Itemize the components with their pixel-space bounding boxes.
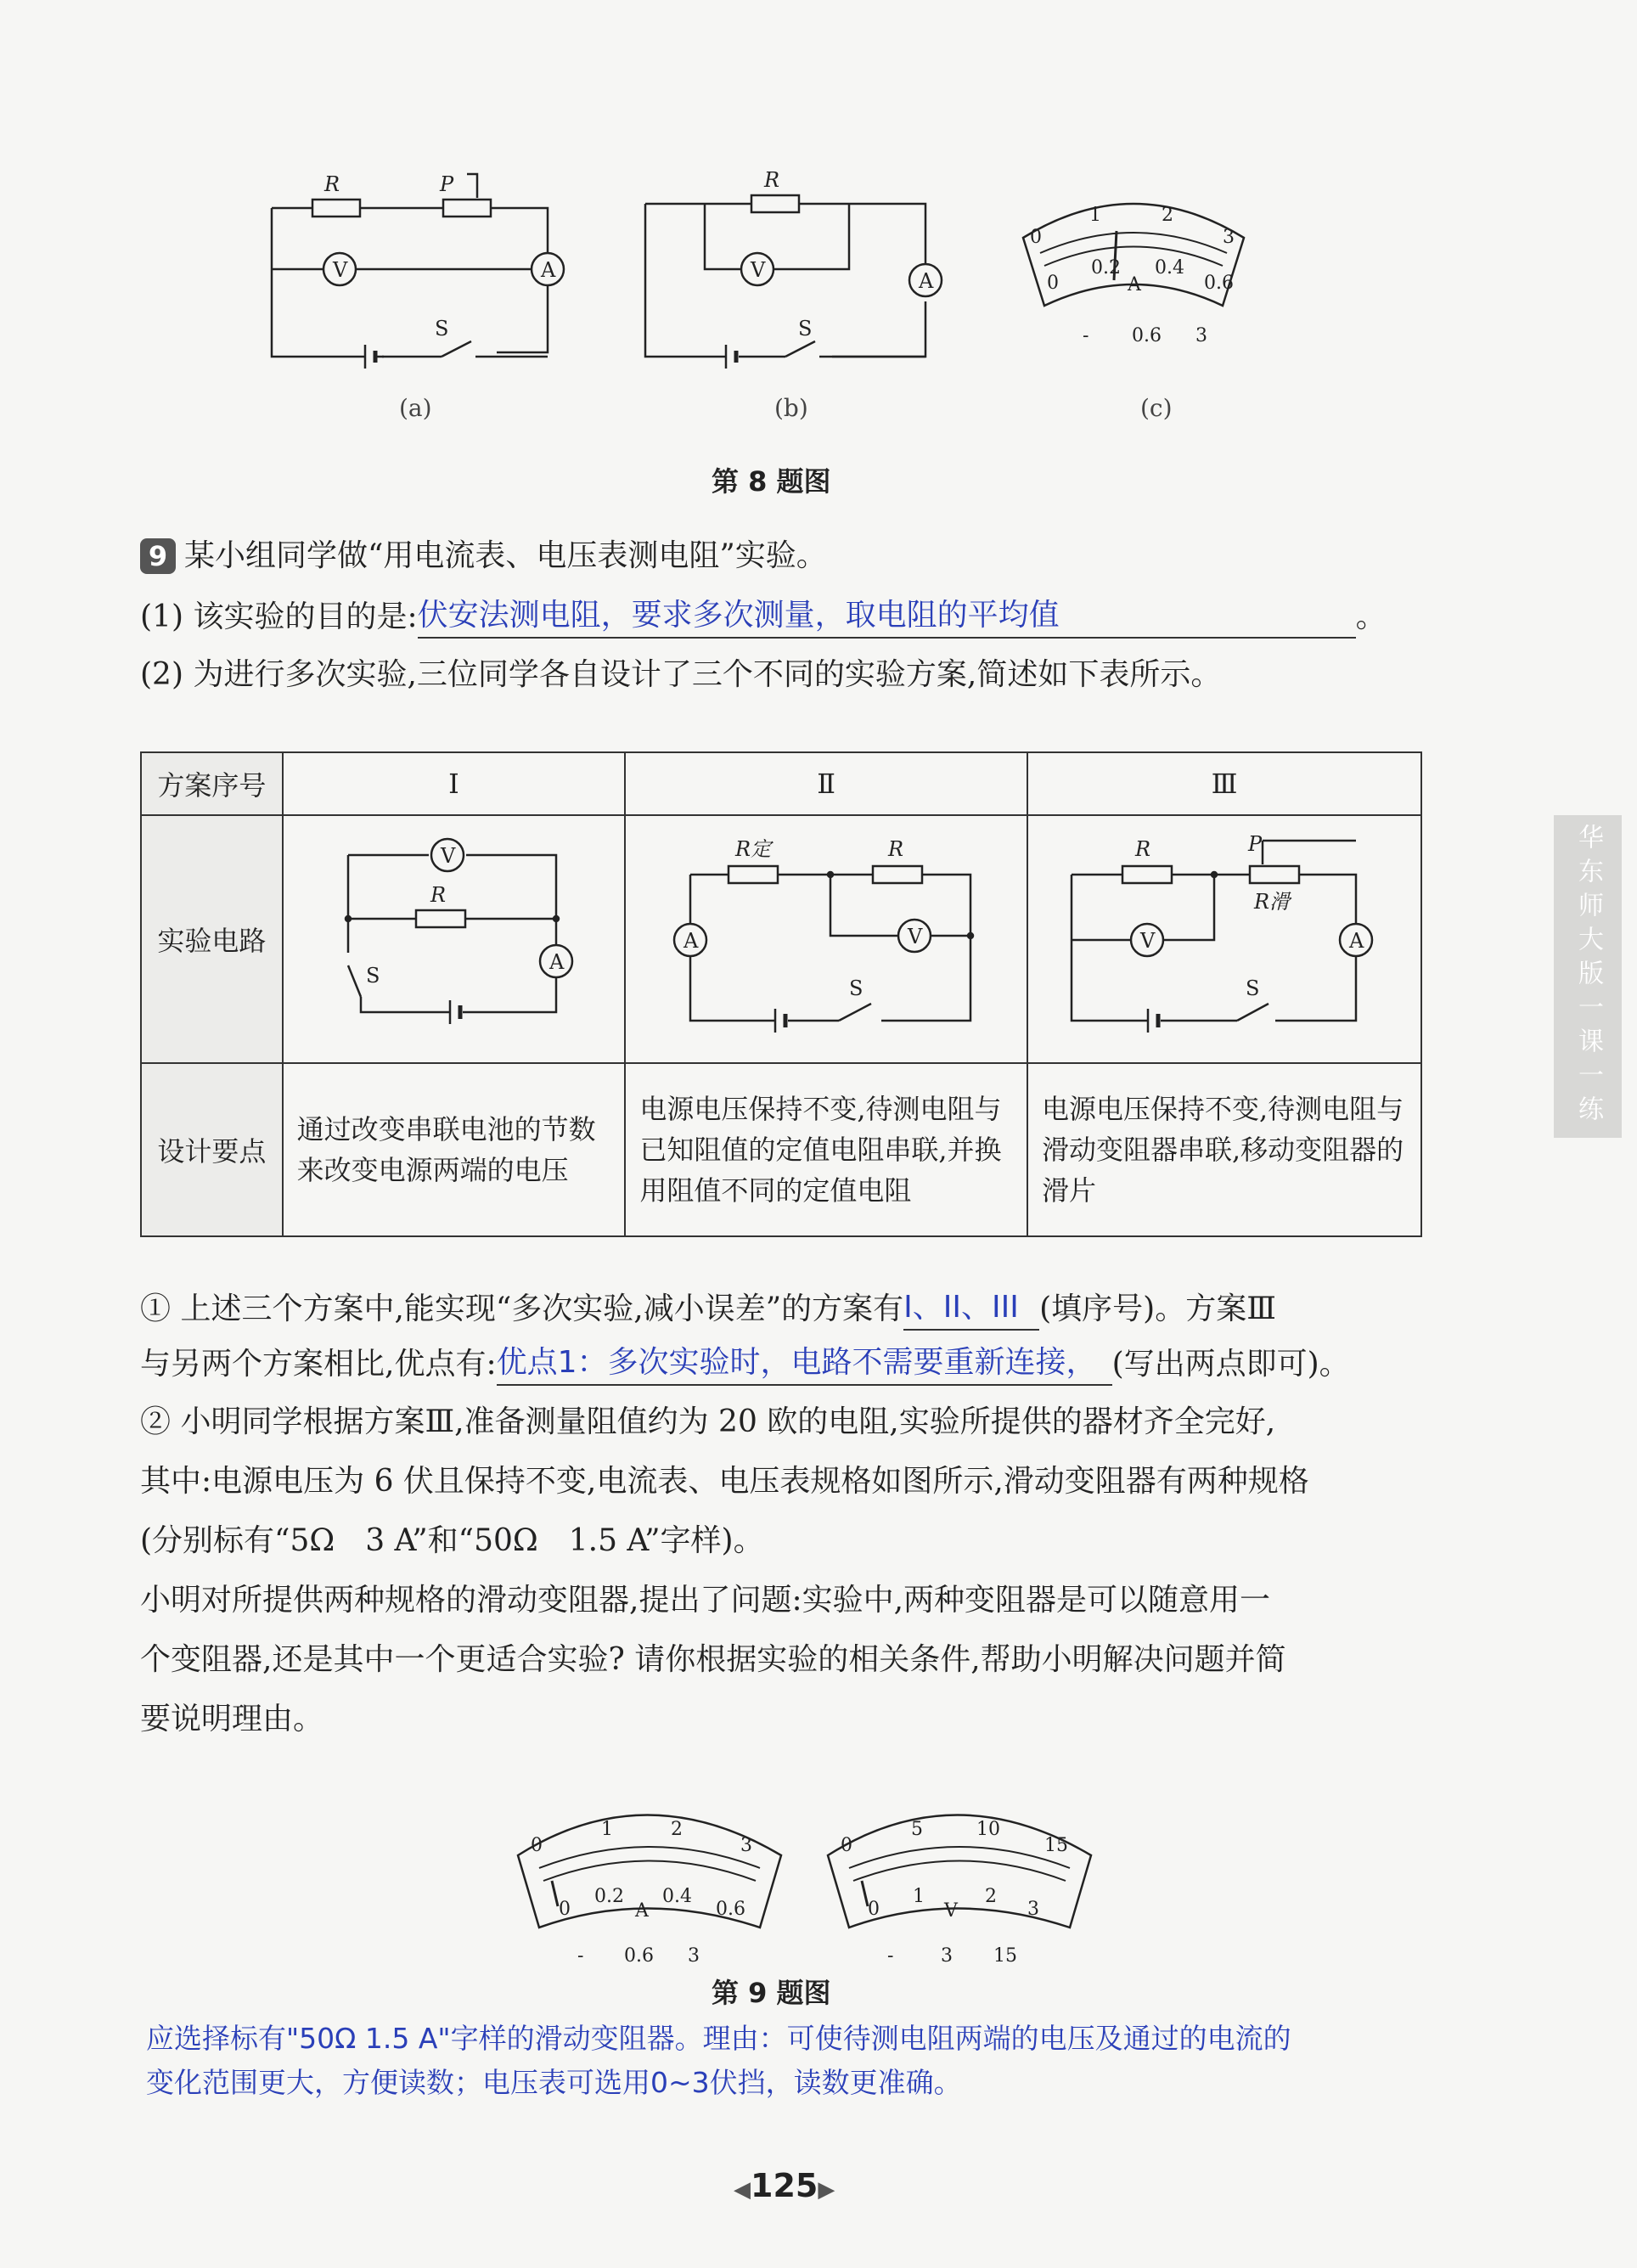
fig9-ammeter-bottom-0: 0 bbox=[559, 1899, 571, 1920]
circuit-3-slider-p: P bbox=[1248, 832, 1263, 856]
fig8-circuits bbox=[255, 153, 1316, 459]
q9-part2: (2) 为进行多次实验,三位同学各自设计了三个不同的实验方案,简述如下表所示。 bbox=[140, 657, 1222, 692]
page-number bbox=[734, 2167, 835, 2204]
fig9-voltmeter-bottom-0: 0 bbox=[868, 1899, 880, 1920]
fig9-ammeter-term-06: 0.6 bbox=[624, 1945, 654, 1967]
fig9-ammeter-bottom-1: 0.2 bbox=[594, 1886, 624, 1907]
fig8a-switch-label: S bbox=[435, 317, 449, 340]
scheme-table bbox=[140, 751, 1422, 1237]
fig8a-voltmeter: V bbox=[333, 258, 348, 282]
fig9-voltmeter-top-3: 15 bbox=[1044, 1835, 1068, 1856]
circuit-1-switch: S bbox=[365, 964, 380, 988]
fig9-ammeter-top-2: 2 bbox=[671, 1819, 683, 1840]
fig8a-rx-label: R bbox=[324, 172, 340, 196]
q9-c2 bbox=[140, 1342, 1350, 1386]
fig9-voltmeter-bottom-2: 2 bbox=[985, 1886, 997, 1907]
q9-c2-answer[interactable]: 优点1：多次实验时，电路不需要重新连接， bbox=[497, 1342, 1112, 1386]
circuit-1-voltmeter: V bbox=[440, 844, 455, 868]
circuit-3-rx: R bbox=[1135, 837, 1151, 861]
fig8a-p-label: P bbox=[440, 172, 454, 196]
fig8c-bottom-tick-1: 0.2 bbox=[1091, 257, 1121, 279]
handwritten-answer[interactable] bbox=[146, 2017, 1291, 2105]
circuit-2-rx: R bbox=[888, 837, 904, 861]
fig8c-top-tick-0: 0 bbox=[1030, 227, 1042, 248]
fig9-ammeter-term-3: 3 bbox=[688, 1945, 700, 1967]
table-header-label: 方案序号 bbox=[141, 752, 283, 815]
circuit-2-r-fixed: R定 bbox=[735, 837, 772, 861]
fig9-voltmeter-top-0: 0 bbox=[841, 1835, 852, 1856]
q9-c1-prefix: ① 上述三个方案中,能实现“多次实验,减小误差”的方案有 bbox=[140, 1292, 904, 1326]
table-header-3: Ⅲ bbox=[1027, 752, 1421, 815]
page-right-arrow-icon: ▶ bbox=[818, 2177, 835, 2203]
q9-c1-suffix: (填序号)。方案Ⅲ bbox=[1039, 1292, 1276, 1326]
fig9-meters bbox=[501, 1779, 1112, 1974]
fig9-voltmeter-term-3: 3 bbox=[941, 1945, 953, 1967]
page-number-value: 125 bbox=[751, 2167, 818, 2204]
q9-c6: 小明对所提供两种规格的滑动变阻器,提出了问题:实验中,两种变阻器是可以随意用一 bbox=[140, 1583, 1271, 1618]
q9-c4: 其中:电源电压为 6 伏且保持不变,电流表、电压表规格如图所示,滑动变阻器有两种规格 bbox=[140, 1464, 1309, 1499]
q9-part1-prefix: (1) 该实验的目的是: bbox=[140, 599, 418, 634]
circuit-1-diagram bbox=[284, 817, 620, 1055]
q9-c1-answer[interactable]: I、II、III bbox=[903, 1286, 1039, 1331]
circuit-3-voltmeter: V bbox=[1140, 929, 1156, 953]
table-row-design-label: 设计要点 bbox=[141, 1063, 283, 1236]
circuit-cell-2 bbox=[625, 815, 1027, 1063]
fig8c-top-tick-2: 2 bbox=[1162, 205, 1173, 226]
q9-part1-suffix: 。 bbox=[1355, 599, 1387, 634]
fig8c-bottom-tick-0: 0 bbox=[1047, 273, 1059, 294]
q9-c7: 个变阻器,还是其中一个更适合实验? 请你根据实验的相关条件,帮助小明解决问题并简 bbox=[140, 1642, 1286, 1677]
q9-c3: ② 小明同学根据方案Ⅲ,准备测量阻值约为 20 欧的电阻,实验所提供的器材齐全完好, bbox=[140, 1404, 1276, 1439]
table-row-circuit-label: 实验电路 bbox=[141, 815, 283, 1063]
fig9-ammeter-top-3: 3 bbox=[740, 1835, 752, 1856]
design-point-1: 通过改变串联电池的节数来改变电源两端的电压 bbox=[283, 1063, 626, 1236]
circuit-1-ammeter: A bbox=[548, 950, 564, 974]
q9-c8: 要说明理由。 bbox=[140, 1702, 324, 1736]
design-point-2: 电源电压保持不变,待测电阻与已知阻值的定值电阻串联,并换用阻值不同的定值电阻 bbox=[625, 1063, 1027, 1236]
fig8a-ammeter: A bbox=[541, 258, 556, 282]
fig8b-caption: (b) bbox=[774, 394, 808, 422]
fig9-voltmeter-top-1: 5 bbox=[911, 1819, 923, 1840]
fig8c-bottom-tick-2: 0.4 bbox=[1155, 257, 1184, 279]
fig8b-ammeter: A bbox=[919, 269, 934, 293]
q9-c1 bbox=[140, 1286, 1276, 1331]
fig8c-unit: A bbox=[1128, 274, 1141, 295]
answer-line-2: 变化范围更大，方便读数；电压表可选用0~3伏挡，读数更准确。 bbox=[146, 2066, 962, 2099]
fig9-title: 第 9 题图 bbox=[712, 1977, 831, 2009]
fig8a-caption: (a) bbox=[399, 394, 432, 422]
circuit-cell-1 bbox=[283, 815, 626, 1063]
fig8-title: 第 8 题图 bbox=[712, 465, 831, 498]
circuit-3-r-slide: R滑 bbox=[1254, 890, 1291, 914]
fig8c-term-3: 3 bbox=[1195, 325, 1207, 346]
q9-part1 bbox=[140, 594, 1387, 639]
q9-intro bbox=[140, 535, 827, 577]
circuit-2-diagram bbox=[627, 817, 1021, 1055]
fig8b-rx-label: R bbox=[764, 168, 780, 192]
fig8b-voltmeter: V bbox=[751, 258, 766, 282]
fig9-voltmeter-term-15: 15 bbox=[993, 1945, 1017, 1967]
circuit-3-diagram bbox=[1029, 817, 1420, 1055]
table-header-1: Ⅰ bbox=[283, 752, 626, 815]
fig9-voltmeter-bottom-1: 1 bbox=[913, 1886, 925, 1907]
fig8b-switch-label: S bbox=[798, 317, 813, 340]
fig9-ammeter-unit: A bbox=[635, 1900, 649, 1922]
answer-line-1: 应选择标有"50Ω 1.5 A"字样的滑动变阻器。理由：可使待测电阻两端的电压及通过的电流的 bbox=[146, 2022, 1291, 2055]
page-left-arrow-icon: ◀ bbox=[734, 2177, 751, 2203]
fig8c-term-06: 0.6 bbox=[1132, 325, 1162, 346]
circuit-cell-3 bbox=[1027, 815, 1421, 1063]
table-header-2: Ⅱ bbox=[625, 752, 1027, 815]
fig9-voltmeter-unit: V bbox=[944, 1900, 958, 1922]
fig9-voltmeter-term-neg: - bbox=[887, 1945, 894, 1967]
q9-intro-text: 某小组同学做“用电流表、电压表测电阻”实验。 bbox=[184, 538, 827, 573]
fig9-ammeter-bottom-2: 0.4 bbox=[662, 1886, 692, 1907]
q9-c2-suffix: (写出两点即可)。 bbox=[1111, 1347, 1350, 1382]
circuit-3-switch: S bbox=[1246, 976, 1260, 1000]
fig8c-top-tick-3: 3 bbox=[1223, 227, 1235, 248]
fig8c-top-tick-1: 1 bbox=[1089, 205, 1101, 226]
fig9-ammeter-term-neg: - bbox=[577, 1945, 584, 1967]
series-sidebar: 华东师大版一课一练 bbox=[1554, 815, 1622, 1138]
fig9-ammeter-bottom-3: 0.6 bbox=[716, 1899, 745, 1920]
fig8c-bottom-tick-3: 0.6 bbox=[1204, 273, 1234, 294]
fig9-ammeter-top-0: 0 bbox=[531, 1835, 543, 1856]
circuit-2-voltmeter: V bbox=[908, 925, 923, 948]
q9-c5: (分别标有“5Ω 3 A”和“50Ω 1.5 A”字样)。 bbox=[140, 1523, 764, 1558]
q9-part1-answer[interactable]: 伏安法测电阻，要求多次测量，取电阻的平均值 bbox=[418, 594, 1356, 639]
circuit-3-ammeter: A bbox=[1349, 929, 1364, 953]
fig9-ammeter-top-1: 1 bbox=[601, 1819, 613, 1840]
circuit-2-ammeter: A bbox=[683, 929, 699, 953]
q9-number-badge: 9 bbox=[140, 538, 176, 574]
fig8c-caption: (c) bbox=[1140, 394, 1173, 422]
fig8c-term-neg: - bbox=[1083, 325, 1089, 346]
circuit-1-rx: R bbox=[430, 883, 446, 907]
q9-c2-prefix: 与另两个方案相比,优点有: bbox=[140, 1347, 497, 1382]
circuit-2-switch: S bbox=[849, 976, 864, 1000]
fig9-voltmeter-bottom-3: 3 bbox=[1027, 1899, 1039, 1920]
fig9-voltmeter-top-2: 10 bbox=[976, 1819, 1000, 1840]
design-point-3: 电源电压保持不变,待测电阻与滑动变阻器串联,移动变阻器的滑片 bbox=[1027, 1063, 1421, 1236]
